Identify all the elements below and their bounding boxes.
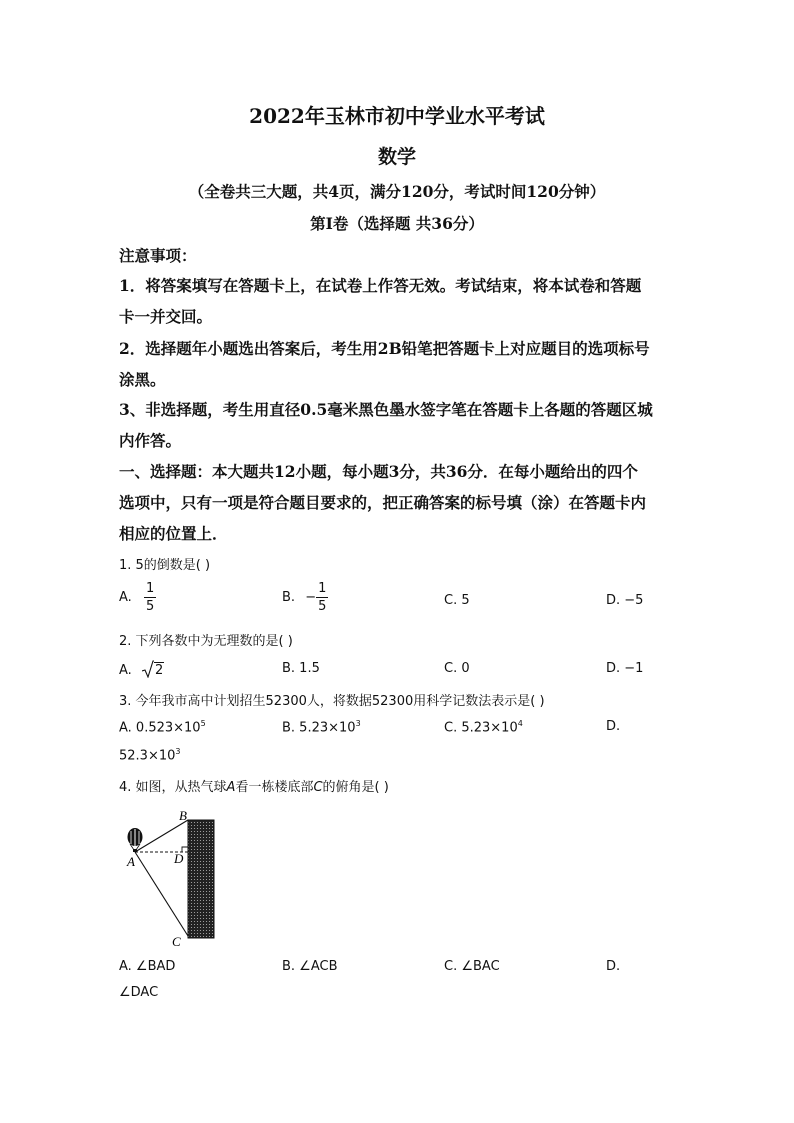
q4-option-d-label: D. <box>606 959 621 974</box>
q3-b-base: B. 5.23×10 <box>282 720 356 736</box>
q3-stem: 3. 今年我市高中计划招生52300人，将数据52300用科学记数法表示是( ) <box>119 694 545 709</box>
notes-heading: 注意事项： <box>119 246 197 265</box>
q3-option-c <box>444 719 523 735</box>
label-b: B <box>179 808 187 823</box>
note-2-line-2: 涂黑。 <box>119 370 166 389</box>
q4-point-c: C <box>313 780 323 795</box>
q4-option-d: ∠DAC <box>119 985 159 1000</box>
part1-line-2: 选项中，只有一项是符合题目要求的，把正确答案的标号填（涂）在答题卡内 <box>119 493 647 512</box>
q1-option-b <box>282 580 328 615</box>
q4-figure <box>118 806 228 951</box>
note-3-line-1: 3、非选择题，考生用直径0.5毫米黑色墨水签字笔在答题卡上各题的答题区城 <box>119 400 653 419</box>
q4-stem-mid: 看一栋楼底部 <box>235 780 314 795</box>
q1-b-fraction <box>316 580 328 615</box>
q1-a-numerator: 1 <box>145 581 155 596</box>
q3-c-exponent: 4 <box>517 719 523 728</box>
q1-a-fraction <box>144 580 156 615</box>
q4-option-b: B. ∠ACB <box>282 959 338 974</box>
note-3-line-2: 内作答。 <box>119 431 182 450</box>
q3-a-base: A. 0.523×10 <box>119 720 201 736</box>
q4-option-c: C. ∠BAC <box>444 959 500 974</box>
part1-line-3: 相应的位置上． <box>119 524 228 543</box>
label-d: D <box>174 851 184 866</box>
q2-option-d: D. −1 <box>606 661 644 676</box>
q2-stem: 2. 下列各数中为无理数的是( ) <box>119 634 293 649</box>
q3-c-base: C. 5.23×10 <box>444 720 518 736</box>
q3-option-d <box>119 747 180 763</box>
q3-option-d-label: D. <box>606 719 621 734</box>
q1-b-sign: − <box>305 590 317 605</box>
q3-option-b <box>282 719 361 735</box>
q3-d-base: 52.3×10 <box>119 748 176 764</box>
q3-a-exponent: 5 <box>200 719 206 728</box>
note-1-line-2: 卡一并交回。 <box>119 307 213 326</box>
q2-option-b: B. 1.5 <box>282 661 320 676</box>
exam-title: 2022年玉林市初中学业水平考试 <box>249 104 545 128</box>
sqrt-icon <box>142 660 154 678</box>
q1-b-label: B. <box>282 590 296 605</box>
q4-option-a: A. ∠BAD <box>119 959 176 974</box>
subject-title: 数学 <box>377 146 416 168</box>
note-1-line-1: 1．将答案填写在答题卡上，在试卷上作答无效。考试结束，将本试卷和答题 <box>119 276 642 295</box>
q1-option-a <box>119 580 156 615</box>
q4-stem-post: 的俯角是( ) <box>322 780 389 795</box>
line-ab <box>135 820 188 852</box>
q4-stem <box>119 776 389 795</box>
q2-option-a <box>119 660 164 678</box>
q1-b-numerator: 1 <box>318 581 327 596</box>
q3-option-a <box>119 719 206 735</box>
q1-a-denominator: 5 <box>145 599 155 614</box>
q2-option-c: C. 0 <box>444 661 470 676</box>
q2-a-label: A. <box>119 663 132 678</box>
label-c: C <box>172 934 181 949</box>
q1-a-label: A. <box>119 590 132 605</box>
q4-point-a: A <box>226 780 236 795</box>
label-a: A <box>127 854 135 869</box>
q1-b-denominator: 5 <box>318 599 327 614</box>
q1-stem: 1. 5的倒数是( ) <box>119 558 211 573</box>
note-2-line-1: 2．选择题年小题选出答案后，考生用2B铅笔把答题卡上对应题目的选项标号 <box>119 339 650 358</box>
q3-b-exponent: 3 <box>355 719 361 728</box>
part1-line-1: 一、选择题：本大题共12小题，每小题3分，共36分．在每小题给出的四个 <box>119 462 638 481</box>
exam-info: （全卷共三大题，共4页，满分120分，考试时间120分钟） <box>188 182 606 201</box>
q4-stem-pre: 4. 如图，从热气球 <box>119 780 227 795</box>
building-shape <box>188 820 214 938</box>
q1-option-d: D. −5 <box>606 593 644 608</box>
q1-option-c: C. 5 <box>444 593 470 608</box>
section-title: 第I卷（选择题 共36分） <box>310 214 484 233</box>
q3-d-exponent: 3 <box>175 747 181 756</box>
q2-a-radicand: 2 <box>154 663 164 678</box>
